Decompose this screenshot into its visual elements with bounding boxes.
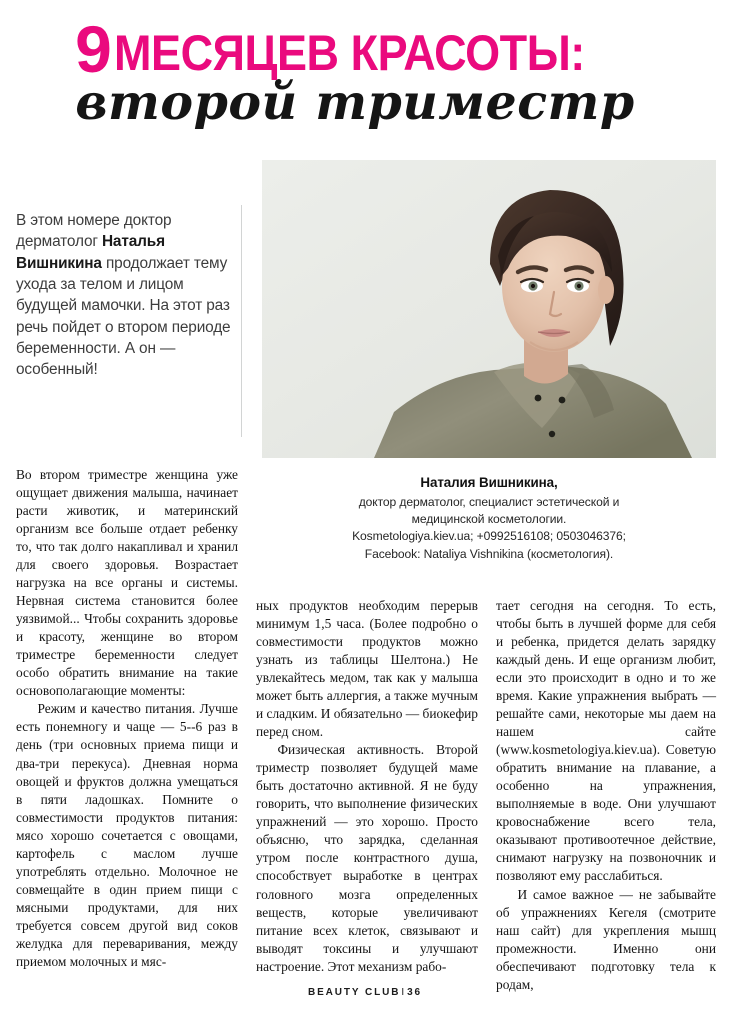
paragraph: тает сегодня на сегодня. То есть, чтобы быть в лучшей форме для себя и ребенка, придется делать зарядку каждый день. И еще организм любит, если это происходит в одно и то же время. Какие упражнения выбрать — решайте сами, некоторые мы даем на нашем сайте (www.kosmetologiya.kiev.ua). Советую обратить внимание на плавание, а особенно на упражнения, выполняемые в воде. Они улучшают кровоснабжение всего тела, оказывают противоотечное действие, снимают нагрузку на позвоночник и позволяют ему расслабиться. <box>496 598 716 884</box>
page-title <box>0 12 730 131</box>
body-column-1 <box>16 466 238 971</box>
caption-doctor-name: Наталия Вишникина, <box>420 475 558 490</box>
title-number: 9 <box>75 12 111 86</box>
footer-brand: BEAUTY CLUB <box>307 987 401 998</box>
body-column-3 <box>496 597 716 994</box>
title-line-primary <box>0 12 730 86</box>
body-column-2 <box>256 597 478 976</box>
page-number: 36 <box>407 987 422 998</box>
intro-lead-paragraph <box>16 210 234 381</box>
doctor-portrait-photo <box>262 160 716 458</box>
intro-doctor-name: Наталья Вишникина <box>16 233 165 272</box>
paragraph: Физическая активность. Второй триместр позволяет будущей маме быть достаточно активной. Я не буду говорить, что выполнение физических упражнений — это хорошо. Просто объясню, что зарядка, сделанная утром после контрастного душа, способствует выработке в центрах головного мозга определенных веществ, которые увеличивают питание всех клеток, связывают и выводят токсины и улучшают настроение. Этот механизм рабо- <box>256 742 478 974</box>
caption-line-3: Kosmetologiya.kiev.ua; +0992516108; 0503046376; <box>352 529 626 544</box>
paragraph: Во втором триместре женщина уже ощущает движения малыша, начинает расти животик, и материнский организм все больше отдает ребенку то, что так долго накапливал и хранил для своего здоровья. Возрастает нагрузка на все органы и системы. Нервная система становится более уязвимой... Чтобы сохранить здоровье и красоту, женщине во втором триместре беременности следует особо обратить внимание на такие основополагающие моменты: <box>16 467 238 699</box>
page-footer <box>0 987 730 998</box>
footer-separator: I <box>401 987 407 998</box>
intro-text-before-name: В этом номере доктор дерматолог <box>16 212 172 251</box>
title-script: второй триместр <box>75 72 635 131</box>
paragraph: И самое важное — не забывайте об упражнениях Кегеля (смотрите наш сайт) для укрепления мышц промежности. Именно они обеспечивают подготовку тела к родам, <box>496 886 716 992</box>
caption-line-2: медицинской косметологии. <box>411 512 567 527</box>
paragraph: ных продуктов необходим перерыв минимум 1,5 часа. (Более подробно о совместимости продуктов можно узнать из таблицы Шелтона.) Не увлекайтесь медом, так как у малыша может быть аллергия, а также мучным и сладким. И обязательно — биокефир перед сном. <box>256 598 478 740</box>
title-caps: МЕСЯЦЕВ КРАСОТЫ: <box>113 25 585 81</box>
photo-caption <box>262 473 716 563</box>
intro-text-after-name: продолжает тему ухода за телом и лицом будущей мамочки. На этот раз речь пойдет о втором периоде беременности. А он — особенный! <box>16 254 231 379</box>
sidebar-divider <box>241 205 242 437</box>
caption-line-4: Facebook: Nataliya Vishnikina (косметология). <box>364 546 614 561</box>
paragraph: Режим и качество питания. Лучше есть понемногу и чаще — 5--6 раз в день (три основных приема пищи и два-три перекуса). Дневная норма овощей и фруктов должна умещаться в пяти ладошках. Помните о совместимости продуктов питания: мясо хорошо сочетается с овощами, картофель с маслом лучше употреблять отдельно. Молочное не совмещайте в один прием пищи с мясными продуктами, для них требуется совсем другой вид соков желудка для переваривания, между приемом молочных и мяс- <box>16 701 238 969</box>
caption-line-1: доктор дерматолог, специалист эстетической и <box>358 495 620 510</box>
portrait-illustration <box>262 160 716 458</box>
